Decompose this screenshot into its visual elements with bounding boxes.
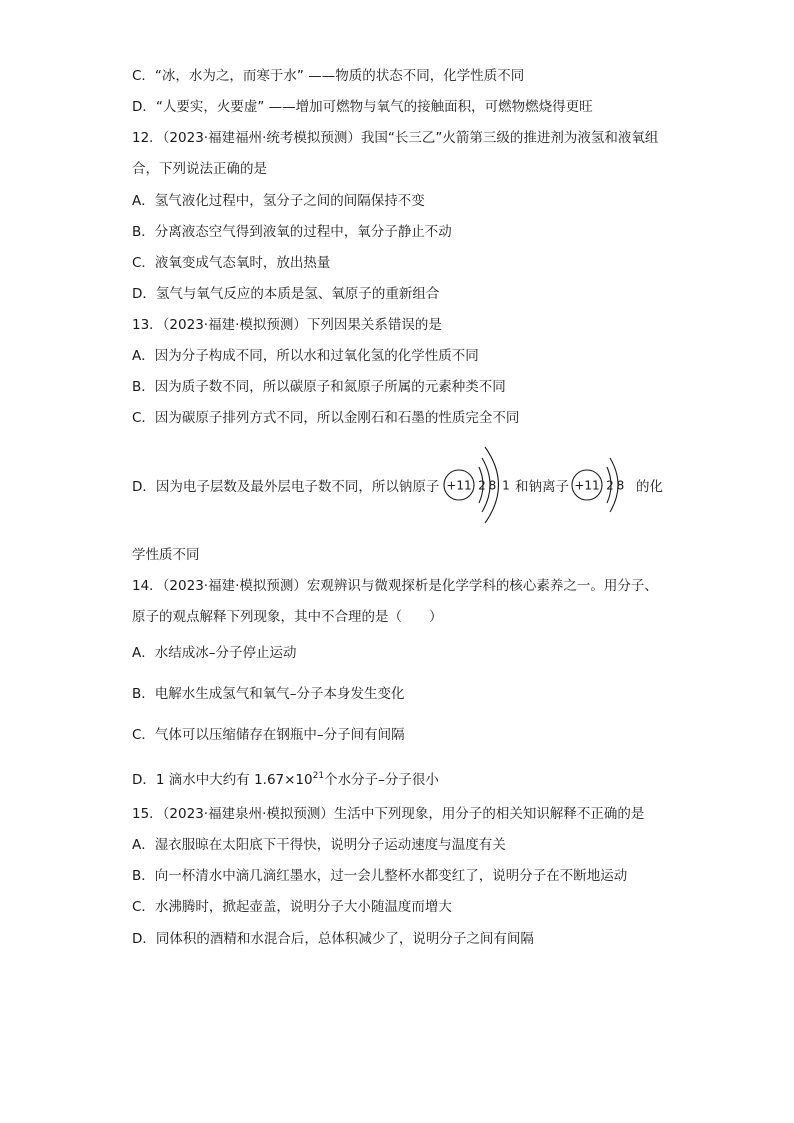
question-12-option-a: A．氢气液化过程中，氢分子之间的间隔保持不变 bbox=[132, 193, 425, 209]
option-d-text: D．1 滴水中大约有 1.67×10 bbox=[132, 772, 313, 788]
nucleus-charge: +11 bbox=[574, 478, 600, 493]
question-14-option-d bbox=[132, 767, 439, 789]
question-12-stem-line1: 12．（2023·福建福州·统考模拟预测）我国“长三乙”火箭第三级的推进剂为液氢和液氧组 bbox=[132, 130, 659, 146]
shell-electrons: 1 bbox=[502, 478, 510, 493]
question-15-option-d: D．同体积的酒精和水混合后，总体积减少了，说明分子之间有间隔 bbox=[132, 931, 534, 947]
question-13-option-b: B．因为质子数不同，所以碳原子和氮原子所属的元素种类不同 bbox=[132, 379, 506, 395]
question-11-option-d: D．“人要实，火要虚” ——增加可燃物与氧气的接触面积，可燃物燃烧得更旺 bbox=[132, 99, 593, 115]
question-11-option-c: C．“冰，水为之，而寒于水” ——物质的状态不同，化学性质不同 bbox=[132, 68, 525, 84]
question-12-option-d: D．氢气与氧气反应的本质是氢、氧原子的重新组合 bbox=[132, 286, 440, 302]
question-13-option-d-text-mid: 和钠离子 bbox=[515, 479, 569, 495]
question-15-option-c: C．水沸腾时，掀起壶盖，说明分子大小随温度而增大 bbox=[132, 899, 452, 915]
question-13-option-c: C．因为碳原子排列方式不同，所以金刚石和石墨的性质完全不同 bbox=[132, 410, 520, 426]
question-15-stem: 15．（2023·福建泉州·模拟预测）生活中下列现象，用分子的相关知识解释不正确的是 bbox=[132, 806, 645, 822]
question-14-stem-line1: 14．（2023·福建·模拟预测）宏观辨识与微观探析是化学学科的核心素养之一。用分子、 bbox=[132, 578, 658, 594]
sodium-ion-diagram bbox=[568, 444, 632, 526]
question-13-option-d-text-post: 的化 bbox=[636, 479, 663, 495]
question-15-option-b: B．向一杯清水中滴几滴红墨水，过一会儿整杯水都变红了，说明分子在不断地运动 bbox=[132, 868, 628, 884]
question-13-option-d-text-pre: D．因为电子层数及最外层电子数不同，所以钠原子 bbox=[132, 479, 440, 495]
shell-electrons: 8 bbox=[616, 478, 625, 493]
sodium-atom-diagram bbox=[440, 444, 516, 526]
question-13-option-a: A．因为分子构成不同，所以水和过氧化氢的化学性质不同 bbox=[132, 348, 479, 364]
question-14-option-b: B．电解水生成氢气和氧气–分子本身发生变化 bbox=[132, 686, 405, 702]
question-13-option-d-continuation: 学性质不同 bbox=[132, 547, 200, 563]
shell-electrons: 2 bbox=[606, 478, 614, 493]
question-14-option-a: A．水结成冰–分子停止运动 bbox=[132, 645, 297, 661]
question-14-option-c: C．气体可以压缩储存在钢瓶中–分子间有间隔 bbox=[132, 727, 405, 743]
question-14-stem-line2: 原子的观点解释下列现象，其中不合理的是（ ） bbox=[132, 609, 443, 625]
exponent: 21 bbox=[312, 771, 325, 781]
question-12-option-b: B．分离液态空气得到液氧的过程中，氧分子静止不动 bbox=[132, 224, 452, 240]
shell-electrons: 8 bbox=[488, 478, 497, 493]
nucleus-charge: +11 bbox=[446, 478, 472, 493]
option-d-text-tail: 个水分子–分子很小 bbox=[324, 772, 439, 788]
question-13-stem: 13．（2023·福建·模拟预测）下列因果关系错误的是 bbox=[132, 317, 442, 333]
question-15-option-a: A．湿衣服晾在太阳底下干得快，说明分子运动速度与温度有关 bbox=[132, 837, 506, 853]
shell-electrons: 2 bbox=[478, 478, 486, 493]
question-12-option-c: C．液氧变成气态氧时，放出热量 bbox=[132, 255, 331, 271]
question-12-stem-line2: 合，下列说法正确的是 bbox=[132, 161, 267, 177]
